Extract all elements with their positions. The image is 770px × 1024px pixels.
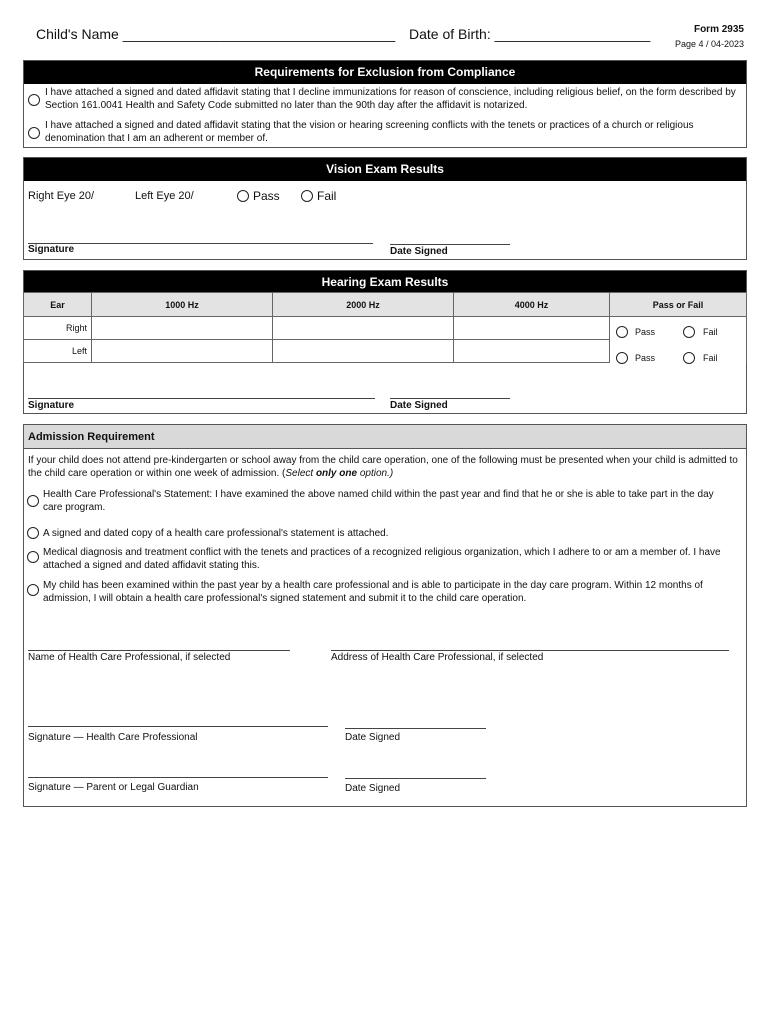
exclusion-option1-text: I have attached a signed and dated affidavit stating that I decline immunizations for reason of conscience, including religious belief, on the form described by Section 161.0041 Health and Safety Code submitted no later than the 90th day after the affidavit is notarized. xyxy=(45,87,736,111)
admission-title: Admission Requirement xyxy=(24,425,746,449)
col-pass-fail: Pass or Fail xyxy=(610,293,747,317)
left-2000hz-cell[interactable] xyxy=(273,340,454,363)
right-fail-radio[interactable] xyxy=(683,326,695,338)
admission-intro: If your child does not attend pre-kindergarten or school away from the child care operation, one of the following must be presented when your child is admitted to the child care operation or within one week of admission. (Select only one option.) xyxy=(28,455,738,479)
admission-option3-radio[interactable] xyxy=(27,551,39,563)
hearing-signature-label: Signature xyxy=(28,400,75,411)
exclusion-option2-text: I have attached a signed and dated affidavit stating that the vision or hearing screening conflicts with the tenets or practices of a church or religious denomination that I am an adherent or member of. xyxy=(45,120,694,144)
col-ear: Ear xyxy=(24,293,92,317)
admission-option3-text: Medical diagnosis and treatment conflict with the tenets and practices of a recognized religious organization, which I adhere to or am a member of. I have attached a signed and dated affidavit stating this. xyxy=(43,547,721,571)
right-pass-label: Pass xyxy=(635,327,656,337)
hearing-date-line[interactable] xyxy=(390,398,510,399)
right-fail-label: Fail xyxy=(703,327,718,337)
form-number: Form 2935 xyxy=(693,24,744,35)
vision-pass-radio[interactable] xyxy=(237,190,249,202)
vision-fail-radio[interactable] xyxy=(301,190,313,202)
page-info: Page 4 / 04-2023 xyxy=(674,39,744,49)
col-4000hz: 4000 Hz xyxy=(454,293,610,317)
col-1000hz: 1000 Hz xyxy=(92,293,273,317)
right-1000hz-cell[interactable] xyxy=(92,317,273,340)
exclusion-option2-radio[interactable] xyxy=(28,127,40,139)
vision-fail-label: Fail xyxy=(317,189,337,203)
admission-option4-radio[interactable] xyxy=(27,584,39,596)
vision-date-line[interactable] xyxy=(390,244,510,245)
child-name-field[interactable]: Child's Name ___________________________________ xyxy=(36,26,396,42)
left-eye-field[interactable]: Left Eye 20/ xyxy=(135,190,194,202)
hearing-section xyxy=(23,270,747,414)
exclusion-title: Requirements for Exclusion from Compliance xyxy=(24,61,746,84)
vision-pass-label: Pass xyxy=(253,189,280,203)
admission-option1-radio[interactable] xyxy=(27,495,39,507)
admission-option4-text: My child has been examined within the past year by a health care professional and is able to participate in the day care program. Within 12 months of admission, I will obtain a health care professional's signed statement and submit it to the child care operation. xyxy=(43,580,703,604)
parent-signature-line[interactable] xyxy=(28,777,328,778)
hearing-title: Hearing Exam Results xyxy=(24,271,746,293)
hcp-name-label: Name of Health Care Professional, if selected xyxy=(28,652,231,663)
admission-option2-text: A signed and dated copy of a health care professional's statement is attached. xyxy=(43,528,389,539)
admission-option1-text: Health Care Professional's Statement: I have examined the above named child within the past year and find that he or she is able to take part in the day care program. xyxy=(43,489,714,513)
admission-section xyxy=(23,424,747,807)
date-of-birth-field[interactable]: Date of Birth: ____________________ xyxy=(409,26,651,42)
vision-section xyxy=(23,157,747,260)
left-fail-radio[interactable] xyxy=(683,352,695,364)
col-2000hz: 2000 Hz xyxy=(273,293,454,317)
vision-title: Vision Exam Results xyxy=(24,158,746,181)
hcp-signature-line[interactable] xyxy=(28,726,328,727)
hcp-date-label: Date Signed xyxy=(345,732,401,743)
left-fail-label: Fail xyxy=(703,353,718,363)
right-pass-radio[interactable] xyxy=(616,326,628,338)
hcp-address-label: Address of Health Care Professional, if selected xyxy=(331,652,544,663)
hcp-date-line[interactable] xyxy=(345,728,486,729)
admission-option2-radio[interactable] xyxy=(27,527,39,539)
right-eye-field[interactable]: Right Eye 20/ xyxy=(28,190,95,202)
left-pass-radio[interactable] xyxy=(616,352,628,364)
exclusion-option1-radio[interactable] xyxy=(28,94,40,106)
vision-signature-label: Signature xyxy=(28,244,75,255)
vision-date-label: Date Signed xyxy=(390,246,448,257)
right-4000hz-cell[interactable] xyxy=(454,317,610,340)
right-2000hz-cell[interactable] xyxy=(273,317,454,340)
hearing-date-label: Date Signed xyxy=(390,400,448,411)
pass-fail-cell xyxy=(610,317,747,363)
vision-signature-line[interactable] xyxy=(28,243,373,244)
left-1000hz-cell[interactable] xyxy=(92,340,273,363)
row-right-label: Right xyxy=(24,317,92,340)
hearing-signature-line[interactable] xyxy=(28,398,375,399)
left-4000hz-cell[interactable] xyxy=(454,340,610,363)
row-left-label: Left xyxy=(24,340,92,363)
parent-date-label: Date Signed xyxy=(345,783,401,794)
left-pass-label: Pass xyxy=(635,353,656,363)
parent-signature-label: Signature — Parent or Legal Guardian xyxy=(28,782,199,793)
hcp-signature-label: Signature — Health Care Professional xyxy=(28,732,198,743)
exclusion-section xyxy=(23,60,747,148)
parent-date-line[interactable] xyxy=(345,778,486,779)
